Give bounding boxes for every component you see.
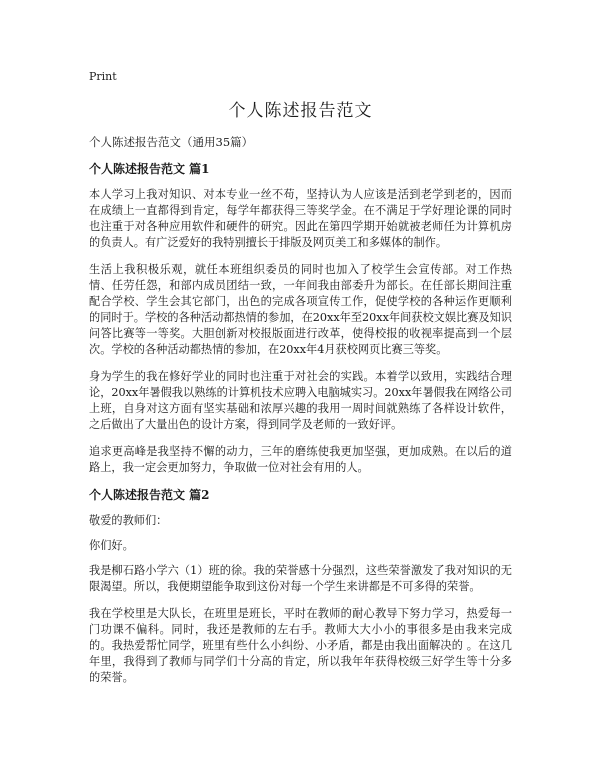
paragraph: 我在学校里是大队长，在班里是班长，平时在教师的耐心教导下努力学习，热爱每一门功课不偏科。同时，我还是教师的左右手。教师大大小小的事很多是由我来完成的。我热爱帮忙同学，班里有些什么小纠纷、小矛盾，都是由我出面解决的 。在这几年里，我得到了教师与同学们十分高的肯定，所以我年年获得校级三好学生等十分多的荣誉。	[89, 607, 512, 684]
section-heading: 个人陈述报告范文 篇2	[89, 488, 210, 502]
document-subtitle: 个人陈述报告范文（通用35篇）	[89, 135, 254, 149]
paragraph: 生活上我积极乐观，就任本班组织委员的同时也加入了校学生会宣传部。对工作热情、任劳任怨，和部内成员团结一致，一年间我由部委升为部长。在任部长期间注重配合学校、学生会其它部门，出色的完成各项宣传工作，促使学校的各种运作更顺利的同时于。学校的各种活动都热情的参加，在20xx年至20xx年间获校文娱比赛及知识问答比赛等一等奖。大胆创新对校报版面进行改革，使得校报的收视率提高到一个层次。学校的各种活动都热情的参加，在20xx年4月获校网页比赛三等奖。	[89, 263, 512, 356]
paragraph: 我是柳石路小学六（1）班的徐。我的荣誉感十分强烈，这些荣誉激发了我对知识的无限渴望。所以，我便期望能争取到这份对每一个学生来讲都是不可多得的荣誉。	[89, 564, 512, 593]
document-title: 个人陈述报告范文	[228, 101, 373, 121]
print-link[interactable]: Print	[89, 70, 117, 83]
paragraph: 身为学生的我在修好学业的同时也注重于对社会的实践。本着学以致用，实践结合理论，20xx年暑假我以熟练的计算机技术应聘入电脑城实习。20xx年暑假我在网络公司上班，自身对这方面有坚实基础和浓厚兴趣的我用一周时间就熟练了各样设计软件，之后做出了大量出色的设计方案，得到同学及老师的一致好评。	[89, 370, 512, 431]
document-page	[89, 70, 512, 697]
section-heading: 个人陈述报告范文 篇1	[89, 162, 210, 176]
paragraph: 追求更高峰是我坚持不懈的动力，三年的磨练使我更加坚强，更加成熟。在以后的道路上，我一定会更加努力，争取做一位对社会有用的人。	[89, 445, 512, 474]
section-1	[89, 161, 512, 476]
paragraph: 敬爱的教师们：	[89, 514, 168, 527]
section-2	[89, 487, 512, 686]
paragraph: 本人学习上我对知识、对本专业一丝不苟，坚持认为人应该是活到老学到老的，因而在成绩上一直都得到肯定，每学年都获得三等奖学金。在不满足于学好理论课的同时也注重于对各种应用软件和硬件的研究。因此在第四学期开始就被老师任为计算机房的负责人。有广泛爱好的我特别擅长于排版及网页美工和多媒体的制作。	[89, 188, 512, 249]
paragraph: 你们好。	[89, 539, 134, 552]
